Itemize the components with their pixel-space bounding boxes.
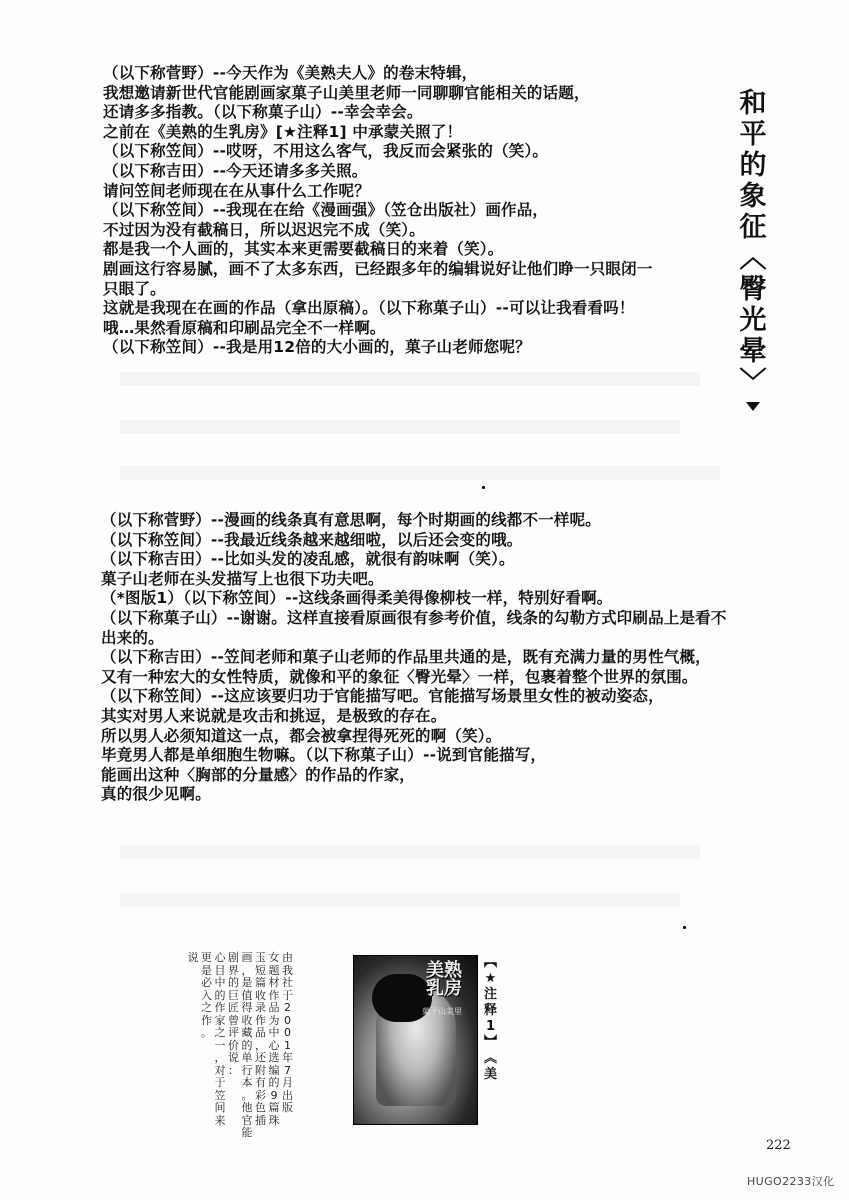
interview-line: 这就是我现在在画的作品（拿出原稿）。（以下称菓子山）--可以让我看看吗！ <box>103 299 635 318</box>
interview-line: 所以男人必须知道这一点，都会被拿捏得死死的啊（笑）。 <box>101 726 502 745</box>
scan-artifact <box>120 845 700 859</box>
scan-artifact <box>120 372 700 386</box>
interview-line: 毕竟男人都是单细胞生物嘛。（以下称菓子山）--说到官能描写， <box>101 746 547 765</box>
interview-line: 不过因为没有截稿日，所以迟迟完不成（笑）。 <box>103 220 425 239</box>
interview-line: 我想邀请新世代官能剧画家菓子山美里老师一同聊聊官能相关的话题， <box>103 83 590 102</box>
interview-line: （以下称笠间）--这应该要归功于官能描写吧。官能描写场景里女性的被动姿态， <box>101 687 664 706</box>
interview-line: 其实对男人来说就是攻击和挑逗，是极致的存在。 <box>101 706 447 725</box>
interview-line: （以下称笠间）--我是用12倍的大小画的，菓子山老师您呢？ <box>103 338 531 357</box>
interview-line: 哦…果然看原稿和印刷品完全不一样啊。 <box>103 318 386 337</box>
interview-line: 又有一种宏大的女性特质，就像和平的象征〈臀光晕〉一样，包裹着整个世界的氛围。 <box>101 667 698 686</box>
interview-line: 菓子山老师在头发描写上也很下功夫吧。 <box>101 569 384 588</box>
book-cover-author: 菓子山美里 <box>422 1007 462 1016</box>
interview-line: （以下称吉田）--笠间老师和菓子山老师的作品里共通的是，既有充满力量的男性气概， <box>101 648 711 667</box>
interview-line: 之前在《美熟的生乳房》[★注释1] 中承蒙关照了！ <box>103 122 463 141</box>
page-number: 222 <box>766 1138 791 1153</box>
scanlation-credit: HUGO2233汉化 <box>747 1175 835 1188</box>
interview-line: （以下称菅野）--今天作为《美熟夫人》的卷末特辑， <box>103 64 478 82</box>
footnote-column: 剧 界 的 巨 匠 曾 评 价 说 ： <box>228 951 239 1077</box>
interview-line: 剧画这行容易腻，画不了太多东西，已经跟多年的编辑说好让他们睁一只眼闭一 <box>103 259 653 278</box>
interview-line: （以下称笠间）--哎呀，不用这么客气，我反而会紧张的（笑）。 <box>103 142 549 161</box>
vertical-title <box>733 88 773 411</box>
interview-line: 真的很少见啊。 <box>101 785 211 804</box>
footnote-column: 女 题 材 作 品 为 中 心 选 编 的 9 篇 珠 <box>268 951 280 1127</box>
footnote-column: 由 我 社 于 2 0 0 1 年 7 月 出 版 <box>282 951 293 1114</box>
interview-line: （以下称笠间）--我现在在给《漫画强》（笠仓出版社）画作品， <box>103 201 549 220</box>
scan-dot <box>482 486 485 489</box>
scan-artifact <box>120 893 680 907</box>
book-cover-title: 美熟乳房 <box>426 960 462 999</box>
interview-line: 只眼了。 <box>103 279 166 298</box>
scan-artifact <box>120 420 680 434</box>
book-cover-image <box>353 955 478 1125</box>
footnote-label-text: ︻ ★ 注 释 1 ︼ ︽ 美 <box>484 955 498 1082</box>
footnote-column: 更 是 必 入 之 作 。 <box>201 951 212 1039</box>
interview-line: （以下称吉田）--今天还请多多关照。 <box>103 161 368 180</box>
footnote-column: 说 <box>187 951 199 964</box>
scan-dot <box>683 926 686 929</box>
interview-line: 能画出这种〈胸部的分量感〉的作品的作家， <box>101 765 416 784</box>
interview-line: 出来的。 <box>101 628 164 647</box>
interview-line: 都是我一个人画的，其实本来更需要截稿日的来着（笑）。 <box>103 240 504 259</box>
interview-line: （以下称菅野）--漫画的线条真有意思啊，每个时期画的线都不一样呢。 <box>101 511 601 529</box>
interview-line: 请问笠间老师现在在从事什么工作呢？ <box>103 181 370 200</box>
footnote-column: 玉 短 篇 收 录 作 品 ， 还 附 有 彩 色 插 <box>255 951 266 1127</box>
arrow-down-icon <box>746 402 760 411</box>
scan-artifact <box>120 466 720 480</box>
footnote-column: 心 目 中 的 作 家 之 一 ， 对 于 笠 间 来 <box>214 951 226 1127</box>
vertical-title-text: 和 平 的 象 征 ︿ 臀 光 晕 ﹀ <box>739 88 767 398</box>
interview-text-top <box>103 64 653 358</box>
interview-line: （以下称吉田）--比如头发的凌乱感，就很有韵味啊（笑）。 <box>101 550 515 569</box>
interview-line: （*图版1）（以下称笠间）--这线条画得柔美得像柳枝一样，特别好看啊。 <box>101 589 613 608</box>
interview-line: 还请多多指教。（以下称菓子山）--幸会幸会。 <box>103 103 423 122</box>
footnote-column: 画 ， 是 值 得 收 藏 的 单 行 本 。 他 官 能 <box>241 951 253 1139</box>
interview-line: （以下称笠间）--我最近线条越来越细啦，以后还会变的哦。 <box>101 530 523 549</box>
footnote-label <box>484 955 497 1083</box>
interview-line: （以下称菓子山）--谢谢。这样直接看原画很有参考价值，线条的勾勒方式印刷品上是看不 <box>101 608 727 627</box>
interview-text-middle <box>101 511 727 805</box>
